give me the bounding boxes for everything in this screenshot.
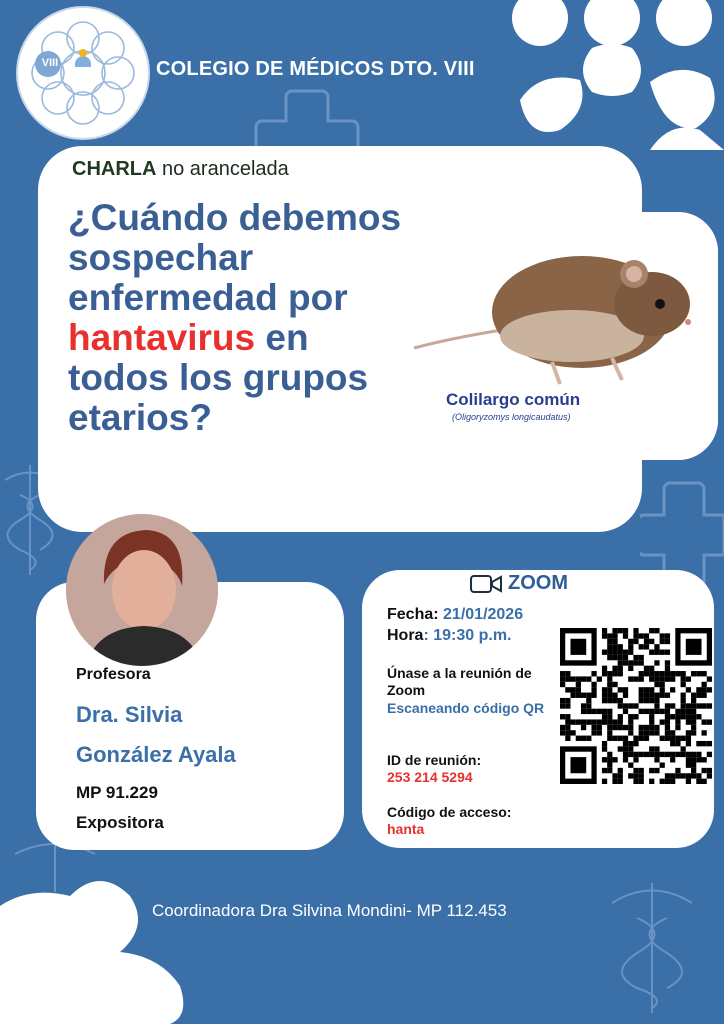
- zoom-label: ZOOM: [508, 572, 568, 594]
- scan-text: Escaneando código QR: [387, 700, 545, 716]
- time-value: : 19:30 p.m.: [423, 627, 512, 644]
- speaker-role: Profesora: [76, 666, 151, 683]
- image-caption: Colilargo común: [446, 390, 581, 409]
- video-camera-icon: [470, 574, 502, 594]
- zoom-header: [470, 572, 568, 595]
- meeting-id[interactable]: 253 214 5294: [387, 769, 473, 785]
- colilargo-image-card: [412, 212, 718, 460]
- speaker-title: Expositora: [76, 813, 164, 832]
- time-label: Hora: [387, 627, 424, 644]
- access-code[interactable]: hanta: [387, 821, 425, 837]
- event-headline: [68, 198, 418, 438]
- speaker-name-line2: González Ayala: [76, 742, 236, 767]
- zoom-date: [387, 606, 557, 623]
- organization-logo: [16, 6, 150, 140]
- image-scientific-name: (Oligoryzomys longicaudatus): [452, 412, 571, 422]
- event-type-bold: CHARLA: [72, 158, 157, 180]
- event-type: [72, 158, 289, 181]
- speaker-name-line1: Dra. Silvia: [76, 702, 183, 727]
- headline-part1: ¿Cuándo debemos sospechar enfermedad por: [68, 197, 402, 318]
- meeting-id-label: ID de reunión:: [387, 752, 482, 768]
- headline-part2: en todos los grupos etarios?: [68, 317, 369, 438]
- organization-name: COLEGIO DE MÉDICOS DTO. VIII: [156, 58, 475, 80]
- join-text: Únase a la reunión de Zoom: [387, 665, 532, 698]
- decorative-petals-shape: [500, 0, 724, 150]
- speaker-license: MP 91.229: [76, 783, 158, 802]
- headline-highlight: hantavirus: [68, 317, 256, 358]
- colilargo-image: [412, 212, 718, 460]
- logo-badge-text: VIII: [41, 57, 59, 69]
- date-label: Fecha:: [387, 606, 439, 623]
- access-code-label: Código de acceso:: [387, 804, 512, 820]
- event-type-rest: no arancelada: [156, 158, 289, 180]
- zoom-qr-code[interactable]: [560, 628, 712, 784]
- date-value: 21/01/2026: [438, 606, 524, 623]
- caduceus-icon: [602, 878, 702, 1018]
- zoom-time: [387, 627, 557, 644]
- coordinator-text: Coordinadora Dra Silvina Mondini- MP 112.453: [152, 901, 507, 920]
- speaker-photo: [66, 514, 218, 666]
